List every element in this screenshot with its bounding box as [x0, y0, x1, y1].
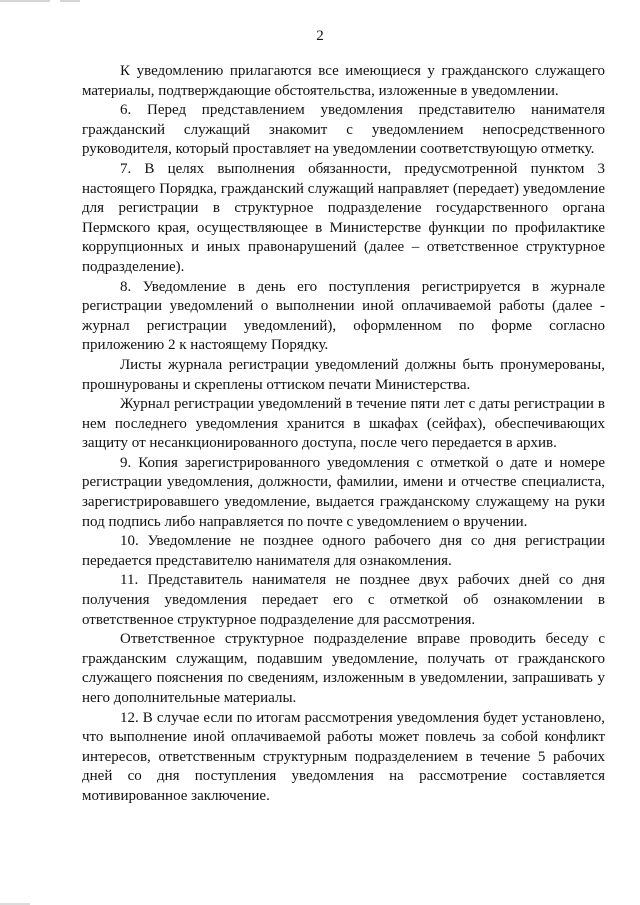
paragraph-item-7: 7. В целях выполнения обязанности, предусмотренной пунктом 3 настоящего Порядка, гражданский служащий направляет (передает) уведомление для регистрации в структурное подразделение государственного органа Пермского края, осуществляющее в Министерстве функции по профилактике коррупционных и иных правонарушений (далее – ответственное структурное подразделение). — [82, 160, 605, 275]
paragraph-attachments: К уведомлению прилагаются все имеющиеся у гражданского служащего материалы, подтверждающие обстоятельства, изложенные в уведомлении. — [82, 63, 605, 99]
paragraph-journal-sheets: Листы журнала регистрации уведомлений должны быть пронумерованы, прошнурованы и скреплены оттиском печати Министерства. — [82, 356, 605, 393]
page-number: 2 — [316, 28, 324, 44]
paragraph-journal-storage: Журнал регистрации уведомлений в течение пяти лет с даты регистрации в нем последнего уведомления хранится в шкафах (сейфах), обеспечивающих защиту от несанкционированного доступа, после чего передается в архив. — [82, 396, 605, 452]
paragraph-item-6: 6. Перед представлением уведомления представителю нанимателя гражданский служащий знакомит с уведомлением непосредственного руководителя, который проставляет на уведомлении соответствующую отметку. — [82, 102, 605, 158]
paragraph-item-12: 12. В случае если по итогам рассмотрения уведомления будет установлено, что выполнение иной оплачиваемой работы может повлечь за собой конфликт интересов, ответственным структурным подразделением в течение 5 рабочих дней со дня поступления уведомления на рассмотрение составляется мотивированное заключение. — [82, 709, 605, 804]
paragraph-item-10: 10. Уведомление не позднее одного рабочего дня со дня регистрации передается представителю нанимателя для ознакомления. — [82, 533, 605, 569]
paragraph-item-8: 8. Уведомление в день его поступления регистрируется в журнале регистрации уведомлений о выполнении иной оплачиваемой работы (далее - журнал регистрации уведомлений), оформленном по форме согласно приложению 2 к настоящему Порядку. — [82, 278, 605, 354]
paragraph-item-11: 11. Представитель нанимателя не позднее двух рабочих дней со дня получения уведомления передает его с отметкой об ознакомлении в ответственное структурное подразделение для рассмотрения. — [82, 572, 605, 628]
document-body — [82, 62, 605, 807]
paragraph-item-9: 9. Копия зарегистрированного уведомления с отметкой о дате и номере регистрации уведомления, должности, фамилии, имени и отчестве специалиста, зарегистрировавшего уведомление, выдается гражданскому служащему на руки под подпись либо направляется по почте с уведомлением о вручении. — [82, 454, 605, 530]
scan-edge-top — [0, 0, 640, 2]
paragraph-conversation: Ответственное структурное подразделение вправе проводить беседу с гражданским служащим, подавшим уведомление, получать от гражданского служащего пояснения по сведениям, изложенным в уведомлении, запрашивать у него дополнительные материалы. — [82, 631, 605, 706]
